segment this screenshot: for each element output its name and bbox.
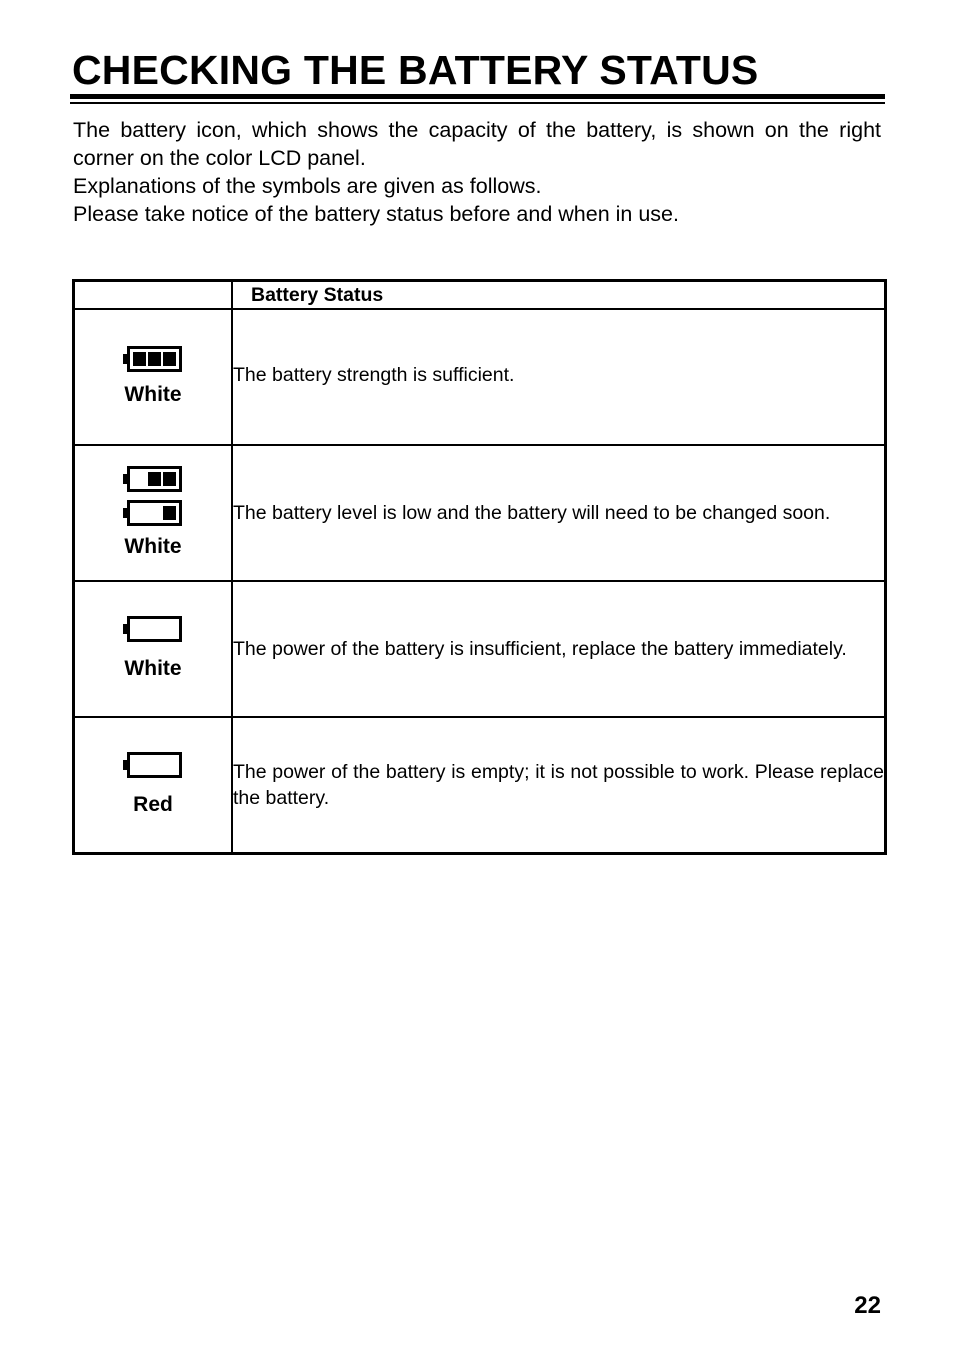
color-label: White (124, 657, 182, 680)
status-description: The battery strength is sufficient. (232, 309, 886, 445)
battery-segment (163, 506, 176, 520)
battery-body (129, 618, 181, 641)
color-label: Red (133, 792, 173, 816)
battery-segment (163, 472, 176, 486)
battery-full-icon (123, 345, 183, 373)
battery-body (129, 753, 181, 776)
table-header-row (74, 281, 886, 310)
icon-cell (74, 581, 233, 717)
battery-one-third-icon (123, 499, 183, 527)
page-title: CHECKING THE BATTERY STATUS (72, 47, 759, 93)
battery-terminal (123, 508, 127, 518)
battery-status-table (72, 279, 887, 855)
battery-terminal (123, 760, 127, 770)
intro-paragraph-3: Please take notice of the battery status before and when in use. (73, 202, 679, 226)
table-row (74, 581, 886, 717)
battery-two-thirds-icon (123, 465, 183, 493)
color-label: White (124, 383, 182, 406)
intro-paragraph-1: The battery icon, which shows the capacity of the battery, is shown on the right corner on the color LCD panel. (73, 118, 881, 170)
battery-segment (148, 352, 161, 366)
icon-column-header (74, 281, 233, 310)
status-description: The battery level is low and the battery will need to be changed soon. (232, 445, 886, 581)
battery-terminal (123, 354, 127, 364)
icon-cell (74, 445, 233, 581)
title-rule (70, 94, 885, 104)
table-row (74, 309, 886, 445)
color-label: White (124, 535, 182, 558)
battery-segment (148, 472, 161, 486)
status-description: The power of the battery is insufficient, replace the battery immediately. (232, 581, 886, 717)
battery-empty-icon (123, 615, 183, 643)
icon-cell (74, 717, 233, 853)
title-rule-thick (70, 94, 885, 99)
table-row (74, 717, 886, 853)
battery-empty-icon (123, 751, 183, 779)
page-number: 22 (854, 1292, 881, 1319)
intro-text (73, 116, 881, 228)
status-description: The power of the battery is empty; it is not possible to work. Please replace the battery. (232, 717, 886, 853)
table-row (74, 445, 886, 581)
status-column-header: Battery Status (232, 281, 886, 310)
battery-terminal (123, 624, 127, 634)
battery-terminal (123, 474, 127, 484)
icon-cell (74, 309, 233, 445)
battery-segment (133, 352, 146, 366)
title-rule-thin (70, 102, 885, 104)
battery-segment (163, 352, 176, 366)
intro-paragraph-2: Explanations of the symbols are given as follows. (73, 174, 542, 198)
